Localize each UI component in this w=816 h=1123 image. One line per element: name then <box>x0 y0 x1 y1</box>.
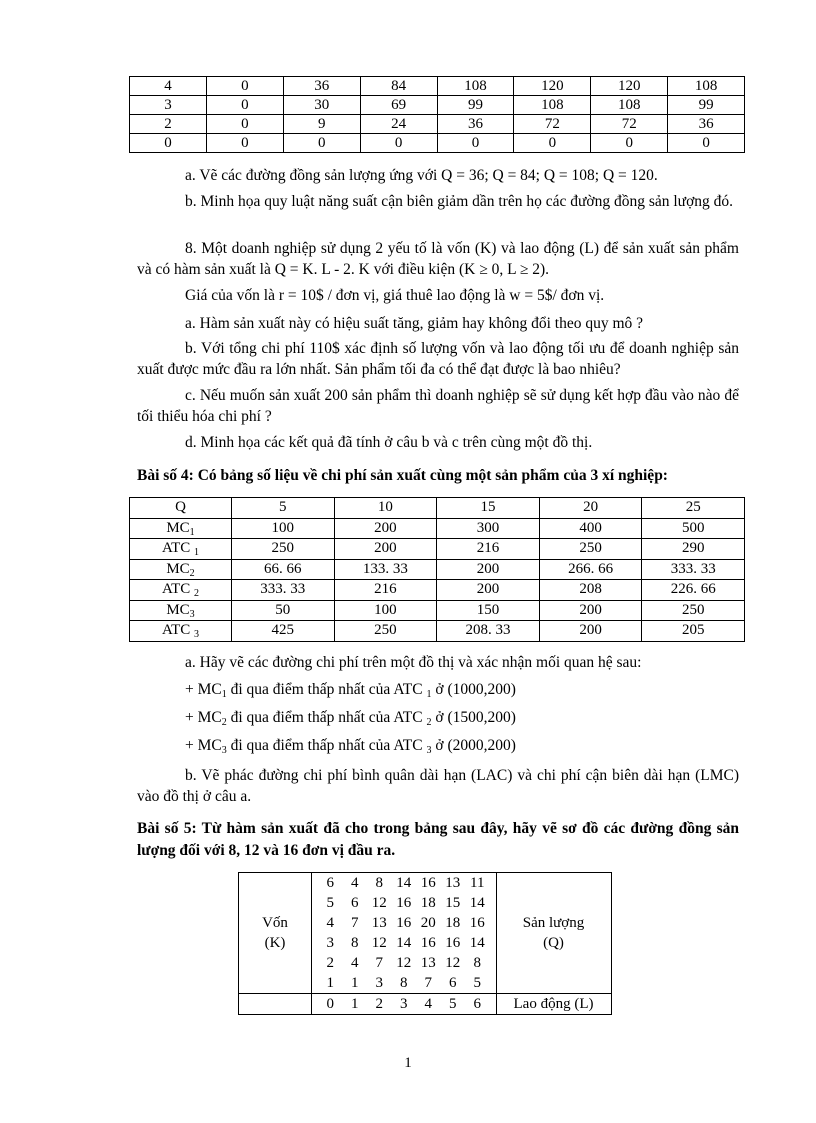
relation-line <box>185 707 516 728</box>
row-label <box>130 518 232 539</box>
grid-value: 13 <box>371 915 387 931</box>
table-cell: 226. 66 <box>642 580 745 601</box>
grid-value: 16 <box>396 895 412 911</box>
grid-row <box>318 933 490 953</box>
table-cell: 0 <box>206 134 283 153</box>
para-8a: a. Hàm sản xuất này có hiệu suất tăng, giảm hay không đổi theo quy mô ? <box>185 315 644 332</box>
cost-table <box>129 497 745 642</box>
table-cell: 30 <box>283 96 360 115</box>
table-cell: 36 <box>437 115 514 134</box>
row-label-text: ATC <box>161 622 195 638</box>
table-cell: 200 <box>539 621 642 642</box>
table-cell: 108 <box>437 77 514 96</box>
table-cell: 200 <box>334 539 437 560</box>
grid-value: 3 <box>326 935 334 951</box>
relation-sub1: 1 <box>221 689 227 700</box>
table-cell: 266. 66 <box>539 559 642 580</box>
relation-mid: đi qua điểm thấp nhất của ATC <box>226 709 427 726</box>
table-cell: 36 <box>283 77 360 96</box>
relation-line <box>185 679 516 700</box>
axis-value: 1 <box>351 996 359 1012</box>
output-grid <box>312 873 497 994</box>
row-label-subscript: 1 <box>194 547 200 558</box>
table-row <box>130 115 745 134</box>
axis-value: 0 <box>326 996 334 1012</box>
table-cell: 99 <box>668 96 745 115</box>
row-label <box>130 621 232 642</box>
table-cell: 216 <box>437 539 540 560</box>
table-cell: 50 <box>232 600 335 621</box>
row-label <box>130 539 232 560</box>
grid-value: 16 <box>420 875 436 891</box>
grid-value: 7 <box>351 915 359 931</box>
row-label-subscript: 1 <box>189 526 195 538</box>
para-b1: b. Minh họa quy luật năng suất cận biên giảm dần trên họ các đường đồng sản lượng đó. <box>185 193 734 210</box>
table-cell: 69 <box>360 96 437 115</box>
relation-sub1: 3 <box>221 745 227 756</box>
grid-value: 4 <box>351 875 359 891</box>
grid-row <box>318 953 490 973</box>
row-label-subscript: 2 <box>189 567 195 579</box>
table-header-cell: 5 <box>232 498 335 519</box>
heading-exercise-5: Bài số 5: Từ hàm sản xuất đã cho trong bảng sau đây, hãy vẽ sơ đồ các đường đồng sản lượng đối với 8, 12 và 16 đơn vị đầu ra. <box>137 820 739 859</box>
table-cell: 0 <box>130 134 207 153</box>
row-label-text: MC <box>166 519 190 536</box>
table-cell: 250 <box>334 621 437 642</box>
table-cell: 0 <box>437 134 514 153</box>
grid-value: 12 <box>371 935 387 951</box>
table-cell: 0 <box>206 115 283 134</box>
grid-value: 16 <box>396 915 412 931</box>
para-exercise-8: 8. Một doanh nghiệp sử dụng 2 yếu tố là vốn (K) và lao động (L) để sản xuất sản phẩm và có hàm sản xuất là Q = K. L - 2. K với điều kiện (K ≥ 0, L ≥ 2). <box>137 240 739 278</box>
para-4b: b. Vẽ phác đường chi phí bình quân dài hạn (LAC) và chi phí cận biên dài hạn (LMC) vào đồ thị ở câu a. <box>137 767 739 805</box>
table-cell: 100 <box>232 518 335 539</box>
table-cell: 9 <box>283 115 360 134</box>
grid-value: 15 <box>445 895 461 911</box>
table-header-cell: 20 <box>539 498 642 519</box>
output-label <box>496 873 611 994</box>
grid-value: 14 <box>396 935 412 951</box>
grid-row <box>318 913 490 933</box>
table-cell: 120 <box>591 77 668 96</box>
table-row <box>130 96 745 115</box>
table-row <box>130 559 745 580</box>
grid-value: 3 <box>375 975 383 991</box>
table-cell: 4 <box>130 77 207 96</box>
grid-value: 7 <box>375 955 383 971</box>
relation-post: ở (1000,200) <box>431 681 516 698</box>
grid-value: 8 <box>400 975 408 991</box>
production-function-table <box>238 872 612 1015</box>
table-cell: 0 <box>206 96 283 115</box>
relation-pre: + MC <box>185 681 222 698</box>
grid-value: 6 <box>449 975 457 991</box>
para-4a: a. Hãy vẽ các đường chi phí trên một đồ thị và xác nhận mối quan hệ sau: <box>185 654 642 671</box>
grid-value: 8 <box>375 875 383 891</box>
grid-value: 4 <box>326 915 334 931</box>
capital-label <box>239 873 312 994</box>
table-cell: 133. 33 <box>334 559 437 580</box>
table-cell: 100 <box>334 600 437 621</box>
table-cell: 120 <box>514 77 591 96</box>
grid-value: 13 <box>445 875 461 891</box>
relation-sub2: 2 <box>426 717 432 728</box>
table-cell: 500 <box>642 518 745 539</box>
table-cell: 0 <box>360 134 437 153</box>
row-label-subscript: 3 <box>189 608 195 620</box>
row-label-text: ATC <box>161 540 195 556</box>
labor-axis-label: Lao động (L) <box>496 994 611 1015</box>
grid-row <box>318 873 490 893</box>
table-row <box>130 621 745 642</box>
para-8c: c. Nếu muốn sản xuất 200 sản phẩm thì doanh nghiệp sẽ sử dụng kết hợp đầu vào nào để tối thiểu hóa chi phí ? <box>137 387 739 425</box>
output-label-line2: (Q) <box>543 935 564 951</box>
grid-value: 8 <box>351 935 359 951</box>
grid-value: 12 <box>396 955 412 971</box>
table-cell: 333. 33 <box>642 559 745 580</box>
table-cell: 108 <box>668 77 745 96</box>
table-cell: 250 <box>539 539 642 560</box>
grid-value: 14 <box>469 935 485 951</box>
table-cell: 200 <box>334 518 437 539</box>
table-cell: 24 <box>360 115 437 134</box>
table-cell: 0 <box>206 77 283 96</box>
table-row <box>130 539 745 560</box>
table-cell: 250 <box>232 539 335 560</box>
table-header-row <box>130 498 745 519</box>
table-cell: 208. 33 <box>437 621 540 642</box>
grid-value: 7 <box>424 975 432 991</box>
table-cell: 208 <box>539 580 642 601</box>
row-label <box>130 580 232 601</box>
output-label-line1: Sản lượng <box>522 915 585 931</box>
table-cell: 425 <box>232 621 335 642</box>
grid-value: 6 <box>351 895 359 911</box>
table-cell: 250 <box>642 600 745 621</box>
para-8d: d. Minh họa các kết quả đã tính ở câu b và c trên cùng một đồ thị. <box>185 434 593 451</box>
table-cell: 0 <box>514 134 591 153</box>
grid-value: 8 <box>473 955 481 971</box>
axis-value: 4 <box>424 996 432 1012</box>
relation-sub2: 1 <box>426 689 432 700</box>
table-row <box>130 134 745 153</box>
grid-value: 16 <box>420 935 436 951</box>
table-cell: 99 <box>437 96 514 115</box>
table-cell: 150 <box>437 600 540 621</box>
grid-value: 5 <box>326 895 334 911</box>
table-cell: 36 <box>668 115 745 134</box>
grid-value: 1 <box>326 975 334 991</box>
table-cell: 200 <box>539 600 642 621</box>
table-cell: 0 <box>591 134 668 153</box>
table-cell: 108 <box>514 96 591 115</box>
row-label-text: ATC <box>161 581 195 597</box>
capital-label-line1: Vốn <box>262 915 288 931</box>
relation-line <box>185 735 516 756</box>
grid-value: 13 <box>420 955 436 971</box>
table-cell: 290 <box>642 539 745 560</box>
relation-pre: + MC <box>185 709 222 726</box>
relation-mid: đi qua điểm thấp nhất của ATC <box>226 737 427 754</box>
table-row <box>130 580 745 601</box>
table-cell: 216 <box>334 580 437 601</box>
table-cell: 333. 33 <box>232 580 335 601</box>
table-row <box>130 518 745 539</box>
para-a1: a. Vẽ các đường đồng sản lượng ứng với Q = 36; Q = 84; Q = 108; Q = 120. <box>185 167 658 184</box>
table-header-cell: 25 <box>642 498 745 519</box>
axis-value: 3 <box>400 996 408 1012</box>
table-cell: 66. 66 <box>232 559 335 580</box>
table-cell: 205 <box>642 621 745 642</box>
grid-value: 16 <box>445 935 461 951</box>
table-cell: 200 <box>437 580 540 601</box>
table-cell: 72 <box>514 115 591 134</box>
page-number: 1 <box>404 1055 412 1071</box>
grid-value: 16 <box>469 915 485 931</box>
table-row <box>130 600 745 621</box>
table-cell: 200 <box>437 559 540 580</box>
table-cell: 84 <box>360 77 437 96</box>
table-cell: 108 <box>591 96 668 115</box>
table-cell: 0 <box>668 134 745 153</box>
table-cell: 2 <box>130 115 207 134</box>
axis-value: 5 <box>449 996 457 1012</box>
table-cell: 0 <box>283 134 360 153</box>
heading-exercise-4: Bài số 4: Có bảng số liệu về chi phí sản xuất cùng một sản phẩm của 3 xí nghiệp: <box>137 467 668 484</box>
grid-value: 2 <box>326 955 334 971</box>
table-row <box>130 77 745 96</box>
row-label-text: MC <box>166 601 190 618</box>
relation-sub1: 2 <box>221 717 227 728</box>
table-cell: 300 <box>437 518 540 539</box>
table-header-cell: 10 <box>334 498 437 519</box>
row-label-subscript: 2 <box>194 588 200 599</box>
empty-corner-cell <box>239 994 312 1015</box>
grid-value: 4 <box>351 955 359 971</box>
axis-value: 2 <box>375 996 383 1012</box>
production-table-top <box>129 76 745 153</box>
relation-pre: + MC <box>185 737 222 754</box>
grid-value: 18 <box>445 915 461 931</box>
capital-label-line2: (K) <box>264 935 286 951</box>
relation-post: ở (1500,200) <box>431 709 516 726</box>
grid-row <box>318 893 490 913</box>
grid-value: 20 <box>420 915 436 931</box>
table-cell: 72 <box>591 115 668 134</box>
relation-post: ở (2000,200) <box>431 737 516 754</box>
para-prices: Giá của vốn là r = 10$ / đơn vị, giá thuê lao động là w = 5$/ đơn vị. <box>185 287 605 304</box>
row-label <box>130 600 232 621</box>
axis-value: 6 <box>473 996 481 1012</box>
grid-value: 5 <box>473 975 481 991</box>
grid-value: 11 <box>470 875 485 891</box>
grid-value: 14 <box>469 895 485 911</box>
row-label <box>130 559 232 580</box>
grid-value: 18 <box>420 895 436 911</box>
grid-value: 12 <box>371 895 387 911</box>
table-cell: 3 <box>130 96 207 115</box>
table-cell: 400 <box>539 518 642 539</box>
grid-value: 14 <box>396 875 412 891</box>
table-header-cell: 15 <box>437 498 540 519</box>
grid-value: 1 <box>351 975 359 991</box>
row-label-text: MC <box>166 560 190 577</box>
row-label-subscript: 3 <box>194 629 200 640</box>
relation-sub2: 3 <box>426 745 432 756</box>
labor-axis <box>312 994 497 1015</box>
grid-value: 12 <box>445 955 461 971</box>
grid-row <box>318 973 490 993</box>
para-8b: b. Với tổng chi phí 110$ xác định số lượng vốn và lao động tối ưu để doanh nghiệp sản xuất được mức đầu ra lớn nhất. Sản phẩm tối đa có thể đạt được là bao nhiêu? <box>137 340 739 378</box>
relation-mid: đi qua điểm thấp nhất của ATC <box>226 681 427 698</box>
grid-value: 6 <box>326 875 334 891</box>
table-header-cell: Q <box>130 498 232 519</box>
